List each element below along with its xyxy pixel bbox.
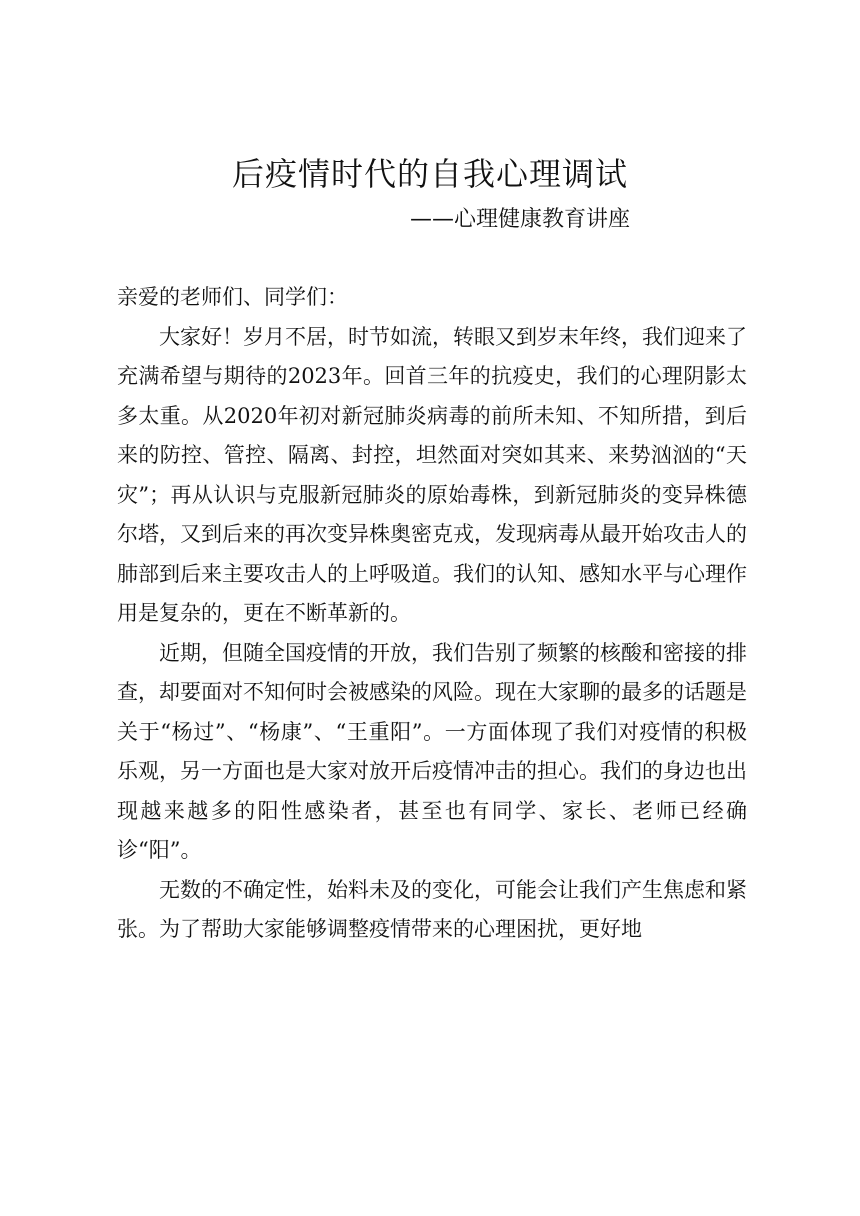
document-body: [117, 278, 747, 950]
paragraph-3: 无数的不确定性，始料未及的变化，可能会让我们产生焦虑和紧张。为了帮助大家能够调整疫情带来的心理困扰，更好地: [117, 877, 747, 941]
paragraph-2: 近期，但随全国疫情的开放，我们告别了频繁的核酸和密接的排查，却要面对不知何时会被感染的风险。现在大家聊的最多的话题是关于“杨过”、“杨康”、“王重阳”。一方面体现了我们对疫情的积极乐观，另一方面也是大家对放开后疫情冲击的担心。我们的身边也出现越来越多的阳性感染者，甚至也有同学、家长、老师已经确诊“阳”。: [117, 640, 747, 862]
document-title: 后疫情时代的自我心理调试: [231, 155, 628, 193]
document-subtitle: ——心理健康教育讲座: [410, 207, 631, 232]
paragraph-1: 大家好！岁月不居，时节如流，转眼又到岁末年终，我们迎来了充满希望与期待的2023年。回首三年的抗疫史，我们的心理阴影太多太重。从2020年初对新冠肺炎病毒的前所未知、不知所措，到后来的防控、管控、隔离、封控，坦然面对突如其来、来势汹汹的“天灾”；再从认识与克服新冠肺炎的原始毒株，到新冠肺炎的变异株德尔塔，又到后来的再次变异株奥密克戎，发现病毒从最开始攻击人的肺部到后来主要攻击人的上呼吸道。我们的认知、感知水平与心理作用是复杂的，更在不断革新的。: [117, 324, 747, 625]
salutation: 亲爱的老师们、同学们：: [117, 285, 348, 309]
